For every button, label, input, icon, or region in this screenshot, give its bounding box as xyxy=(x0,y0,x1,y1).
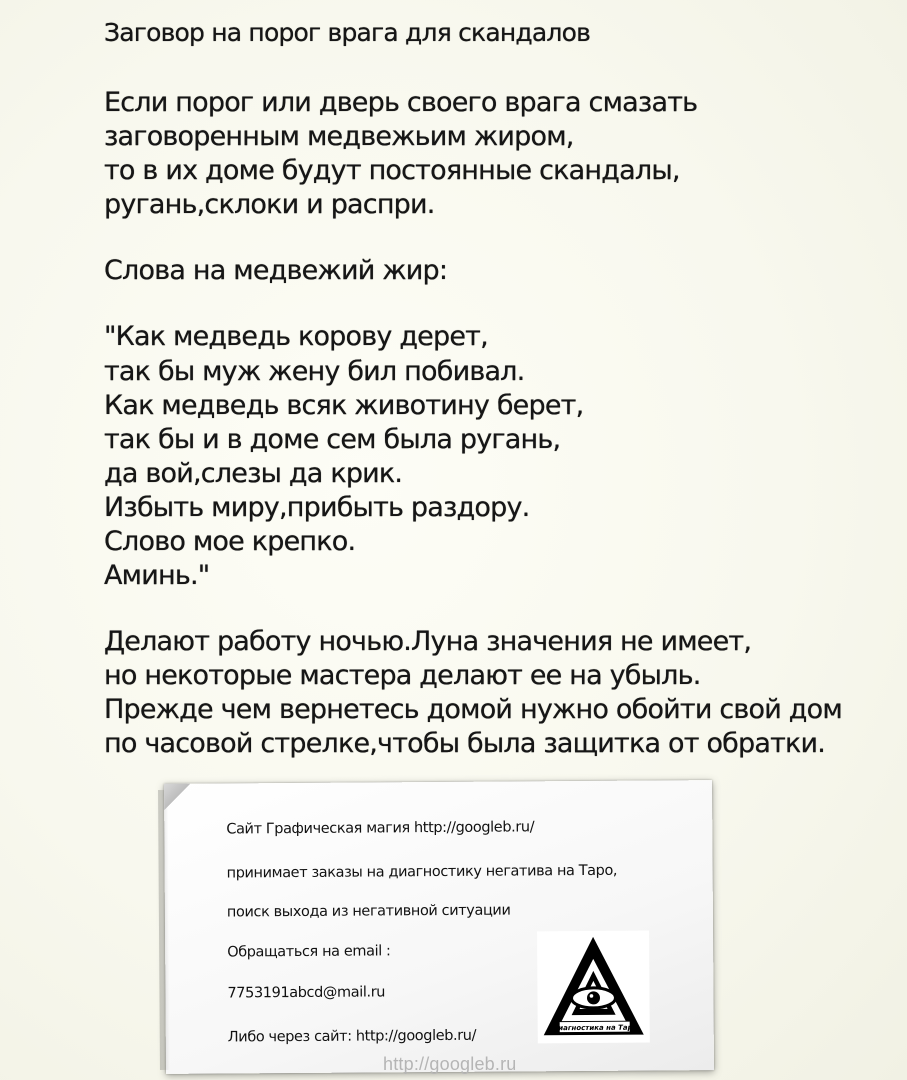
paragraph-1-line-3: то в их доме будут постоянные скандалы, xyxy=(104,155,680,186)
paragraph-1-line-1: Если порог или дверь своего врага смазать xyxy=(104,87,698,118)
contact-note xyxy=(164,780,714,1074)
spell-line-2: так бы муж жену бил побивал. xyxy=(104,356,525,387)
spell-line-6: Избыть миру,прибыть раздору. xyxy=(104,492,530,523)
tarot-logo xyxy=(537,931,650,1044)
note-line-email-label: Обращаться на email : xyxy=(227,943,391,961)
spell-line-8: Аминь." xyxy=(104,560,210,591)
paragraph-1-line-4: ругань,склоки и распри. xyxy=(104,189,435,220)
note-line-site: Сайт Графическая магия http://googleb.ru/ xyxy=(226,819,535,838)
spell-line-5: да вой,слезы да крик. xyxy=(104,458,403,489)
paragraph-2-line-2: но некоторые мастера делают ее на убыль. xyxy=(104,660,701,691)
note-line-orders: принимает заказы на диагностику негатива на Таро, xyxy=(226,862,618,882)
paragraph-2-line-4: по часовой стрелке,чтобы была защитка от обратки. xyxy=(104,728,826,759)
article-title: Заговор на порог врага для скандалов xyxy=(104,18,591,47)
words-heading: Слова на медвежий жир: xyxy=(104,255,448,286)
note-folded-corner xyxy=(164,784,190,810)
note-line-website: Либо через сайт: http://googleb.ru/ xyxy=(227,1027,477,1046)
note-line-email: 7753191abcd@mail.ru xyxy=(227,984,386,1002)
spell-line-1: "Как медведь корову дерет, xyxy=(104,321,488,352)
site-watermark: http://googleb.ru xyxy=(383,1054,517,1074)
logo-caption: Диагностика на Таро xyxy=(551,1023,638,1033)
spell-line-3: Как медведь всяк животину берет, xyxy=(104,390,584,421)
note-shadow-edge xyxy=(158,790,170,1070)
note-line-solutions: поиск выхода из негативной ситуации xyxy=(226,902,511,921)
paragraph-1-line-2: заговоренным медвежьим жиром, xyxy=(104,121,574,152)
eye-in-triangle-icon xyxy=(537,931,650,1044)
paragraph-2-line-3: Прежде чем вернетесь домой нужно обойти свой дом xyxy=(104,694,842,725)
spell-line-4: так бы и в доме сем была ругань, xyxy=(104,424,561,455)
spell-line-7: Слово мое крепко. xyxy=(104,526,356,557)
paragraph-2-line-1: Делают работу ночью.Луна значения не имеет, xyxy=(104,626,752,657)
